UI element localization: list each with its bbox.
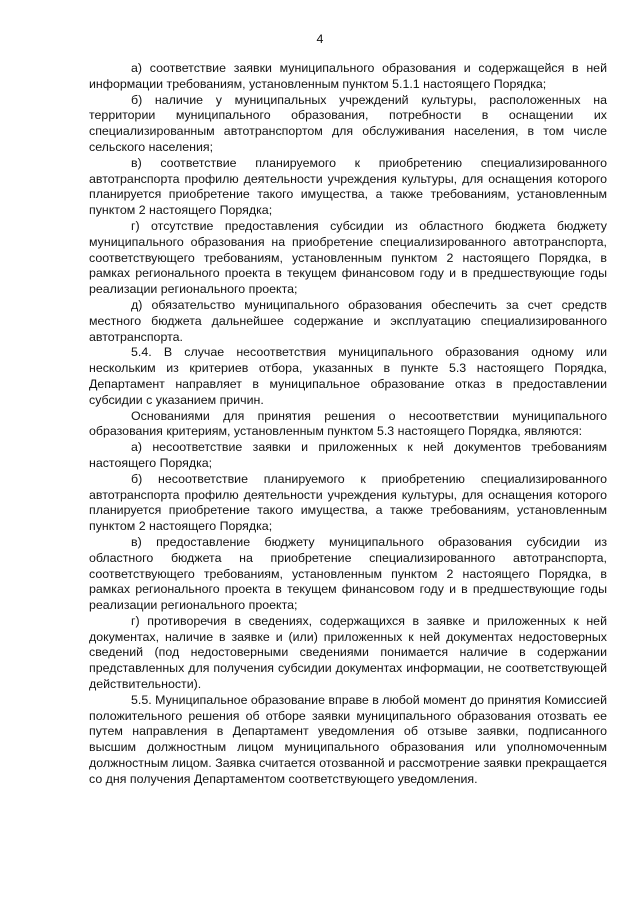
paragraph-5-3-b: б) наличие у муниципальных учреждений культуры, расположенных на территории муниципального образования, потребности в оснащении их специализированным автотранспортом для обслуживания населения, в том числе сельского населения; xyxy=(89,92,607,154)
paragraph-grounds-intro: Основаниями для принятия решения о несоответствии муниципального образования критериям, установленным пунктом 5.3 настоящего Порядка, являются: xyxy=(89,408,607,439)
paragraph-grounds-g: г) противоречия в сведениях, содержащихся в заявке и приложенных к ней документах, наличие в заявке и (или) приложенных к ней документах недостоверных сведений (под недостоверными сведениями понимается наличие в содержании представленных для получения субсидии документах информации, не соответствующей действительности). xyxy=(89,613,607,692)
paragraph-5-3-g: г) отсутствие предоставления субсидии из областного бюджета бюджету муниципального образования на приобретение специализированного автотранспорта, соответствующего требованиям, установленным пунктом 2 настоящего Порядка, в рамках регионального проекта в текущем финансовом году и в предшествующие годы реализации регионального проекта; xyxy=(89,218,607,297)
document-body xyxy=(89,61,607,788)
paragraph-grounds-a: а) несоответствие заявки и приложенных к ней документов требованиям настоящего Порядка; xyxy=(89,440,607,470)
paragraph-5-3-d: д) обязательство муниципального образования обеспечить за счет средств местного бюджета дальнейшее содержание и эксплуатацию специализированного автотранспорта. xyxy=(89,297,607,344)
paragraph-5-5: 5.5. Муниципальное образование вправе в любой момент до принятия Комиссией положительного решения об отборе заявки муниципального образования отозвать ее путем направления в Департамент уведомления об отзыве заявки, подписанного высшим должностным лицом муниципального образования или уполномоченным должностным лицом. Заявка считается отозванной и рассмотрение заявки прекращается со дня получения Департаментом соответствующего уведомления. xyxy=(89,692,607,786)
paragraph-grounds-b: б) несоответствие планируемого к приобретению специализированного автотранспорта профилю деятельности учреждения культуры, для оснащения которого планируется приобретение такого имущества, а также требованиям, установленным пунктом 2 настоящего Порядка; xyxy=(89,471,607,534)
page-number: 4 xyxy=(316,32,324,46)
paragraph-5-3-a: а) соответствие заявки муниципального образования и содержащейся в ней информации требованиям, установленным пунктом 5.1.1 настоящего Порядка; xyxy=(89,61,607,91)
paragraph-5-4: 5.4. В случае несоответствия муниципального образования одному или нескольким из критериев отбора, указанных в пункте 5.3 настоящего Порядка, Департамент направляет в муниципальное образование отказ в предоставлении субсидии с указанием причин. xyxy=(89,345,607,407)
paragraph-5-3-v: в) соответствие планируемого к приобретению специализированного автотранспорта профилю деятельности учреждения культуры, для оснащения которого планируется приобретение такого имущества, а также требованиям, установленным пунктом 2 настоящего Порядка; xyxy=(89,155,607,218)
paragraph-grounds-v: в) предоставление бюджету муниципального образования субсидии из областного бюджета на приобретение специализированного автотранспорта, соответствующего требованиям, установленным пунктом 2 настоящего Порядка, в рамках регионального проекта в текущем финансовом году и в предшествующие годы реализации регионального проекта; xyxy=(89,534,607,613)
